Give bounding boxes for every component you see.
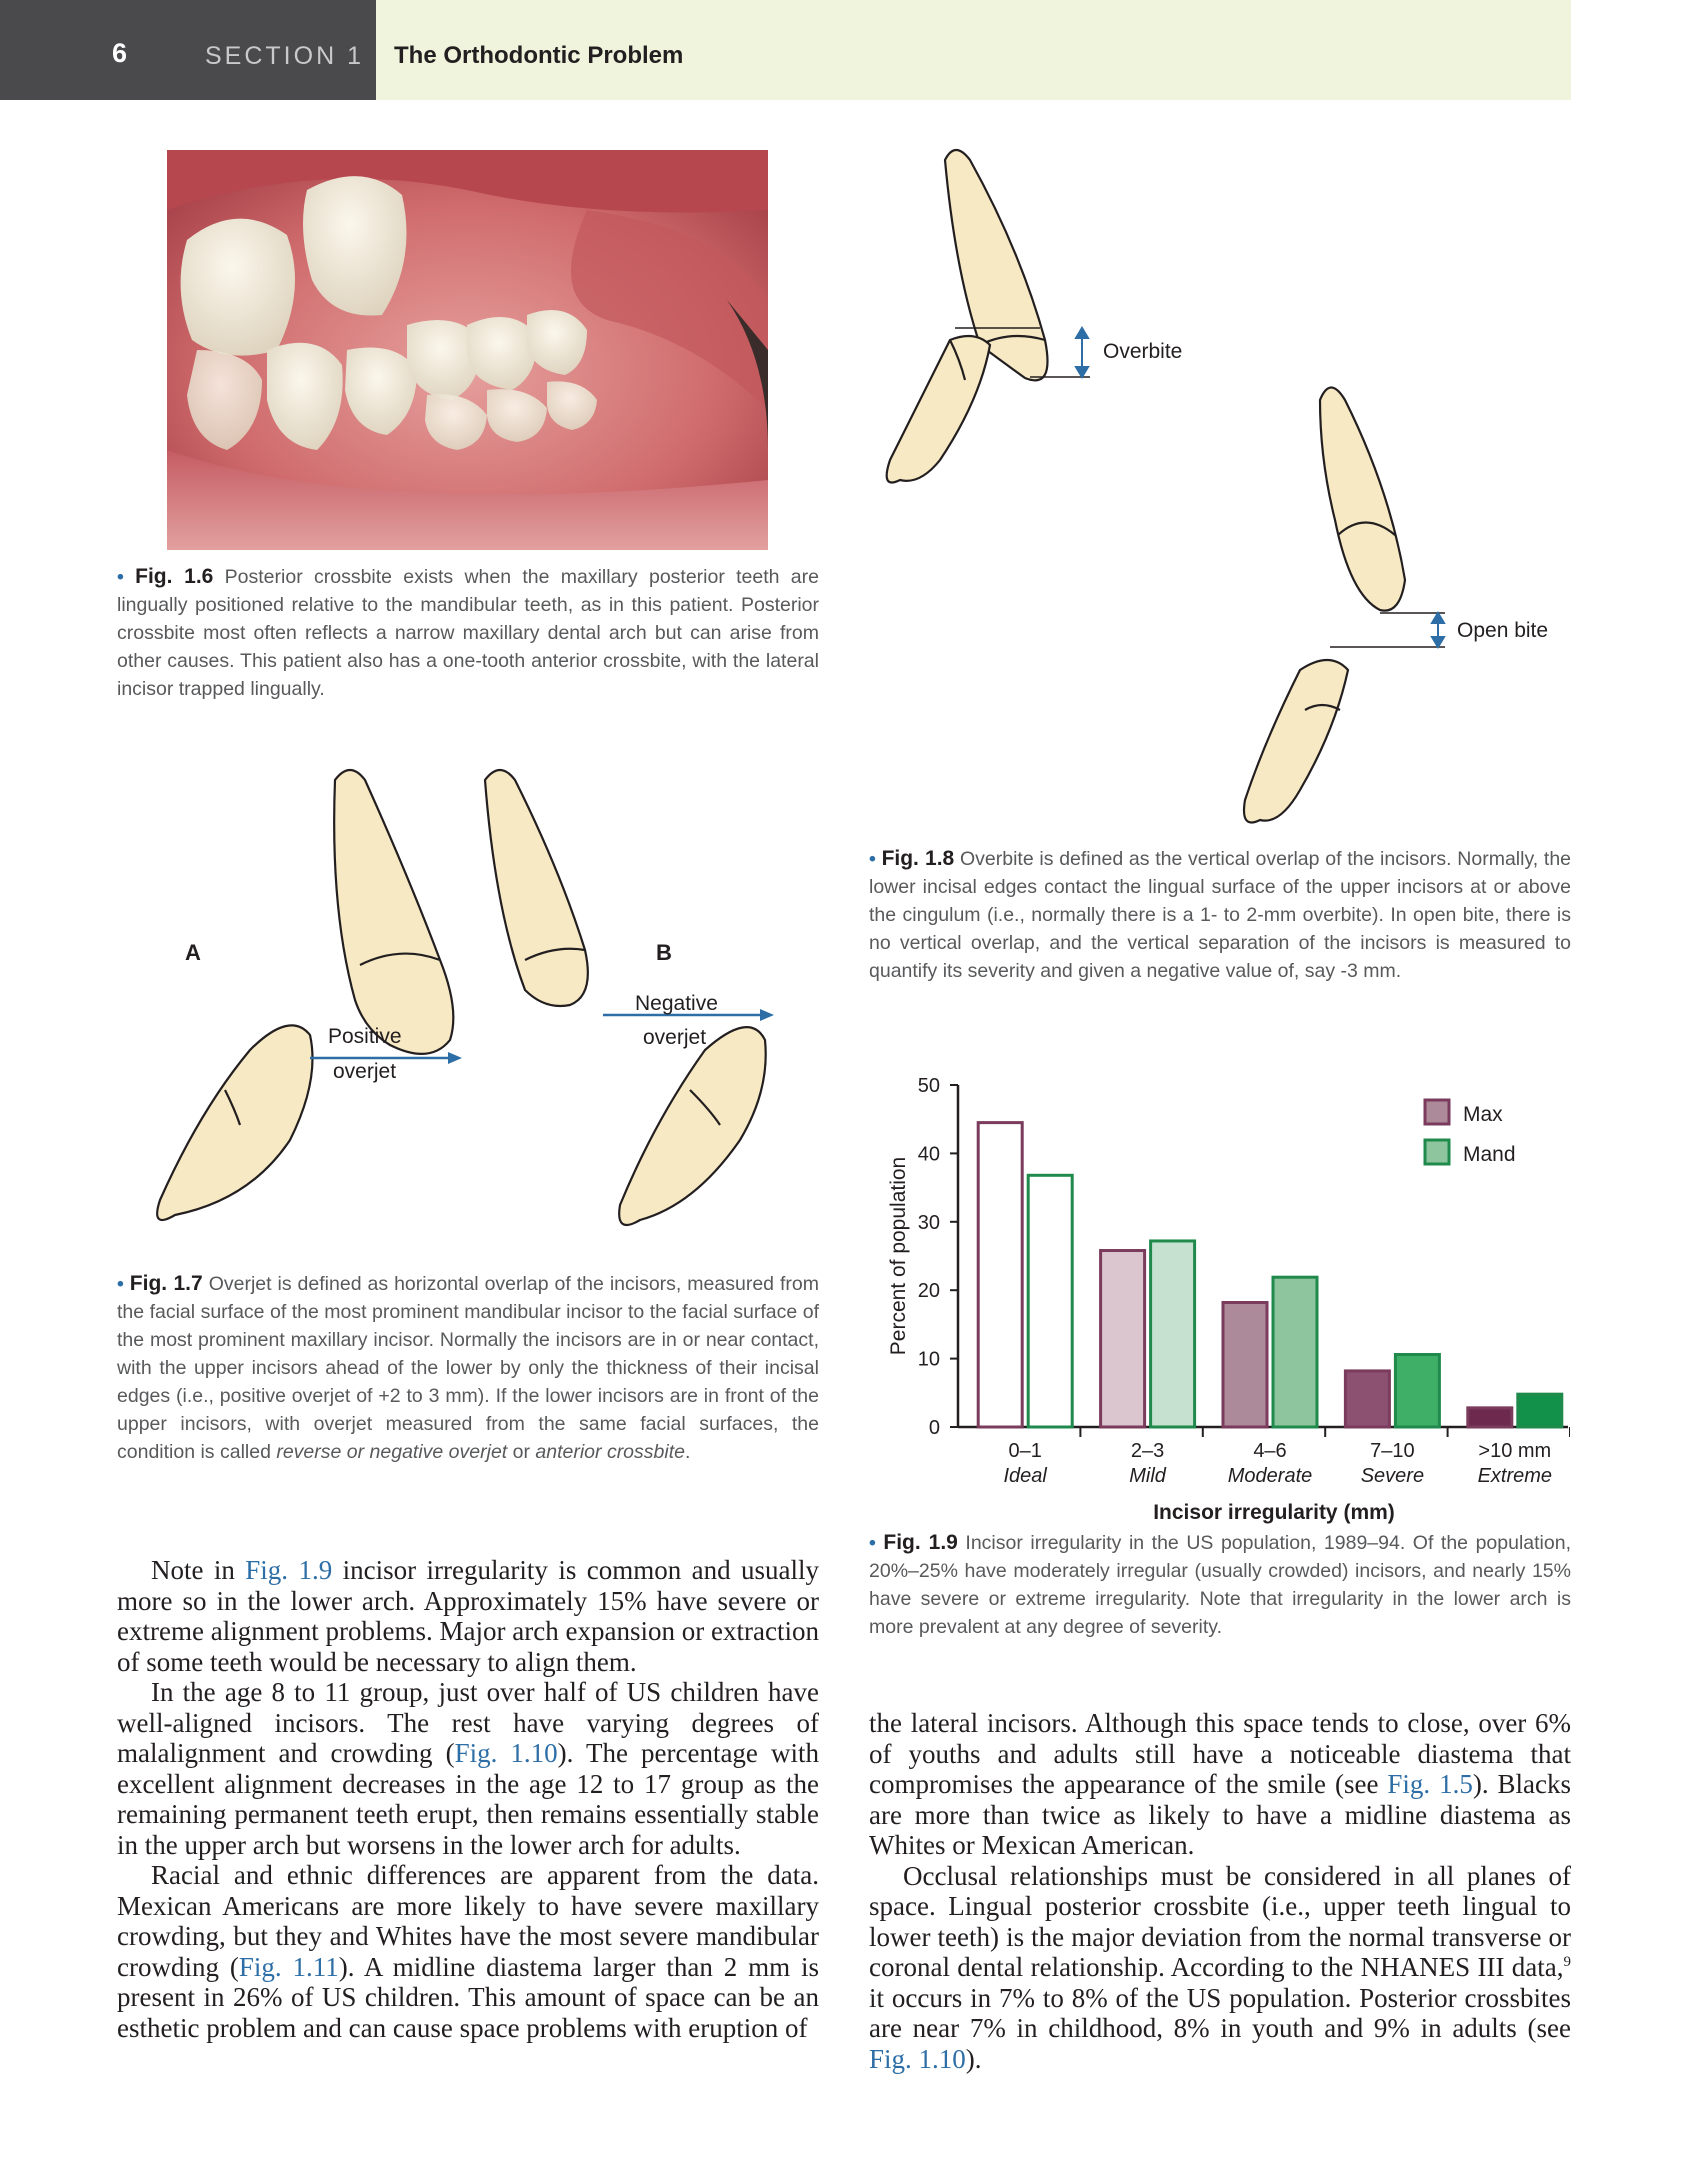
section-label: SECTION 1 bbox=[205, 42, 364, 70]
fig-1-7-diagram bbox=[150, 760, 790, 1260]
bar-mand-3 bbox=[1395, 1354, 1439, 1427]
x-tick-sublabel: Ideal bbox=[1003, 1465, 1047, 1487]
positive-overjet-label-1: Positive bbox=[328, 1025, 402, 1048]
panel-b-lower-incisor bbox=[619, 1027, 766, 1225]
fig-1-7-term-reverse: reverse or negative overjet bbox=[276, 1441, 508, 1463]
openbite-arrow-icon bbox=[1432, 613, 1444, 647]
bar-max-0 bbox=[978, 1123, 1022, 1427]
body-text-span: ). Blacks are more than twice as likely to have a midline diastema as Whites or Mexican American. bbox=[869, 1769, 1571, 1860]
body-text-span: Note in bbox=[151, 1555, 246, 1585]
bar-mand-4 bbox=[1518, 1394, 1562, 1427]
fig-1-5-link[interactable]: Fig. 1.5 bbox=[1387, 1769, 1473, 1799]
panel-b-label: B bbox=[656, 940, 672, 965]
panel-a-label: A bbox=[185, 940, 201, 965]
fig-1-10-link[interactable]: Fig. 1.10 bbox=[869, 2043, 966, 2074]
negative-overjet-label-1: Negative bbox=[635, 992, 718, 1015]
fig-1-9-caption-text: Incisor irregularity in the US population, 1989–94. Of the population, 20%–25% have moderately irregular (usually crowded) incisors, and nearly 15% have severe or extreme irregularity. Note that irregularity in the lower arch is more prevalent at any degree of severity. bbox=[869, 1532, 1571, 1638]
panel-a-upper-incisor bbox=[334, 770, 453, 1054]
y-tick-label: 10 bbox=[917, 1348, 940, 1371]
body-text-span: ). A midline diastema larger than 2 mm is present in 26% of US children. This amount of space can be an esthetic problem and can cause space problems with eruption of bbox=[117, 1951, 820, 2043]
bullet-icon: • bbox=[117, 566, 136, 588]
body-text-left-column bbox=[117, 1555, 819, 2043]
x-tick-label: 0–1 bbox=[1008, 1440, 1042, 1462]
fig-1-8-label: Fig. 1.8 bbox=[881, 847, 955, 870]
fig-1-6-photo bbox=[167, 150, 768, 550]
body-text-span: ). bbox=[965, 2043, 982, 2074]
bar-max-4 bbox=[1468, 1408, 1512, 1427]
openbite-teeth bbox=[1244, 388, 1405, 823]
body-text-span: incisor irregularity is common and usually more so in the lower arch. Approximately 15% have severe or extreme alignment problems. Major arch expansion or extraction of some teeth would be necessary to align them. bbox=[117, 1555, 819, 1677]
fig-1-7-label: Fig. 1.7 bbox=[129, 1272, 203, 1295]
fig-1-8-caption-text: Overbite is defined as the vertical overlap of the incisors. Normally, the lower incisal edges contact the lingual surface of the upper incisors at or above the cingulum (i.e., normally there is a 1- to 2-mm overbite). In open bite, there is no vertical overlap, and the vertical separation of the incisors is measured to quantify its severity and given a negative value of, say -3 mm. bbox=[869, 848, 1572, 982]
fig-1-11-link[interactable]: Fig. 1.11 bbox=[238, 1951, 339, 1982]
body-text-right-column bbox=[869, 1708, 1571, 2074]
x-tick-sublabel: Moderate bbox=[1227, 1465, 1313, 1487]
fig-1-7-caption bbox=[117, 1270, 819, 1466]
openbite-upper-incisor bbox=[1320, 388, 1405, 611]
bar-mand-1 bbox=[1151, 1241, 1195, 1427]
legend-swatch-mand bbox=[1425, 1140, 1449, 1164]
bar-max-3 bbox=[1345, 1371, 1389, 1427]
x-tick-label: >10 mm bbox=[1478, 1440, 1552, 1462]
body-text-span: Occlusal relationships must be considered in all planes of space. Lingual posterior crossbite (i.e., upper teeth lingual to lower teeth) is the major deviation from the normal transverse or coronal dental relationship. According to the NHANES III data, bbox=[869, 1860, 1571, 1982]
bullet-icon: • bbox=[117, 1273, 130, 1295]
overbite-lower-incisor bbox=[887, 336, 990, 483]
panel-b-upper-incisor bbox=[485, 770, 588, 1006]
fig-1-7-caption-or: or bbox=[507, 1441, 536, 1463]
y-tick-label: 40 bbox=[917, 1143, 940, 1166]
openbite-measure-lines bbox=[1330, 613, 1445, 647]
bar-mand-0 bbox=[1028, 1175, 1072, 1427]
fig-1-9-chart bbox=[870, 1075, 1570, 1525]
x-tick-sublabel: Extreme bbox=[1477, 1465, 1553, 1487]
x-tick-label: 7–10 bbox=[1370, 1440, 1415, 1462]
y-tick-label: 30 bbox=[917, 1211, 940, 1234]
body-text-span: the lateral incisors. Although this space tends to close, over 6% of youths and adults still have a noticeable diastema that compromises the appearance of the smile (see bbox=[869, 1708, 1571, 1799]
fig-1-7-caption-main: Overjet is defined as horizontal overlap of the incisors, measured from the facial surface of the most prominent mandibular incisor to the facial surface of the most prominent maxillary incisor. Normally the incisors are in or near contact, with the upper incisors ahead of the lower by only the thickness of their incisal edges (i.e., positive overjet of +2 to 3 mm). If the lower incisors are in front of the upper incisors, with overjet measured from the same facial surfaces, the condition is called bbox=[117, 1273, 819, 1463]
fig-1-6-caption bbox=[117, 563, 819, 703]
body-text-span: it occurs in 7% to 8% of the US population. Posterior crossbites are near 7% in childhood, 8% in youth and 9% in adults (see bbox=[869, 1982, 1571, 2043]
fig-1-9-caption bbox=[869, 1529, 1571, 1641]
body-paragraph bbox=[117, 1860, 819, 2043]
body-paragraph bbox=[117, 1677, 819, 1860]
body-paragraph bbox=[869, 1708, 1571, 1861]
panel-a-lower-incisor bbox=[157, 1025, 312, 1220]
x-tick-sublabel: Severe bbox=[1360, 1465, 1425, 1487]
positive-overjet-label-2: overjet bbox=[333, 1060, 397, 1083]
overbite-arrow-icon bbox=[1076, 328, 1088, 377]
y-axis-label: Percent of population bbox=[887, 1156, 910, 1356]
legend-swatch-max bbox=[1425, 1100, 1449, 1124]
fig-1-10-link[interactable]: Fig. 1.10 bbox=[454, 1738, 558, 1768]
bullet-icon: • bbox=[869, 1532, 884, 1554]
legend-label-max: Max bbox=[1463, 1103, 1503, 1126]
x-tick-label: 2–3 bbox=[1130, 1440, 1165, 1462]
x-axis-label: Incisor irregularity (mm) bbox=[1153, 1501, 1395, 1524]
x-tick-sublabel: Mild bbox=[1129, 1465, 1166, 1487]
chart-plot-area bbox=[887, 1075, 1570, 1524]
fig-1-9-label: Fig. 1.9 bbox=[883, 1531, 958, 1554]
fig-1-8-diagram bbox=[860, 140, 1580, 840]
x-tick-label: 4–6 bbox=[1253, 1440, 1287, 1462]
bar-mand-2 bbox=[1273, 1277, 1317, 1427]
bullet-icon: • bbox=[869, 848, 882, 870]
fig-1-7-caption-end: . bbox=[684, 1441, 691, 1463]
overjet-panel-a-teeth bbox=[157, 770, 453, 1220]
citation-superscript[interactable]: 9 bbox=[1563, 1954, 1571, 1970]
overjet-panel-b-teeth bbox=[485, 770, 766, 1225]
y-tick-label: 0 bbox=[928, 1417, 940, 1439]
openbite-lower-incisor bbox=[1244, 660, 1348, 823]
section-title: The Orthodontic Problem bbox=[394, 42, 684, 69]
overbite-label: Overbite bbox=[1103, 340, 1183, 363]
bar-max-1 bbox=[1101, 1251, 1145, 1427]
fig-1-9-link[interactable]: Fig. 1.9 bbox=[245, 1555, 333, 1585]
negative-overjet-label-2: overjet bbox=[643, 1026, 707, 1049]
openbite-label: Open bite bbox=[1457, 619, 1549, 642]
body-text-span: In the age 8 to 11 group, just over half of US children have well-aligned incisors. The rest have varying degrees of malalignment and crowding ( bbox=[117, 1677, 819, 1768]
body-text-span: Racial and ethnic differences are apparent from the data. Mexican Americans are more likely to have severe maxillary crowding, but they and Whites have the most severe mandibular crowding ( bbox=[117, 1860, 819, 1982]
fig-1-6-caption-text: Posterior crossbite exists when the maxillary posterior teeth are lingually positioned relative to the mandibular teeth, as in this patient. Posterior crossbite most often reflects a narrow maxillary dental arch but can arise from other causes. This patient also has a one-tooth anterior crossbite, with the lateral incisor trapped lingually. bbox=[117, 566, 819, 700]
y-tick-label: 50 bbox=[917, 1075, 940, 1097]
bar-max-2 bbox=[1223, 1303, 1267, 1427]
crossbite-photo-illustration bbox=[167, 150, 768, 550]
legend-label-mand: Mand bbox=[1463, 1143, 1516, 1166]
page-number: 6 bbox=[112, 38, 128, 68]
fig-1-8-caption bbox=[869, 845, 1571, 985]
overbite-teeth bbox=[887, 150, 1048, 483]
body-paragraph bbox=[869, 1861, 1571, 2075]
body-text-span: ). The percentage with excellent alignment decreases in the age 12 to 17 group as the remaining permanent teeth erupt, then remains essentially stable in the upper arch but worsens in the lower arch for adults. bbox=[117, 1738, 819, 1860]
fig-1-6-label: Fig. 1.6 bbox=[135, 565, 214, 588]
body-paragraph bbox=[117, 1555, 819, 1677]
y-tick-label: 20 bbox=[917, 1280, 940, 1303]
fig-1-7-term-crossbite: anterior crossbite bbox=[535, 1441, 685, 1463]
